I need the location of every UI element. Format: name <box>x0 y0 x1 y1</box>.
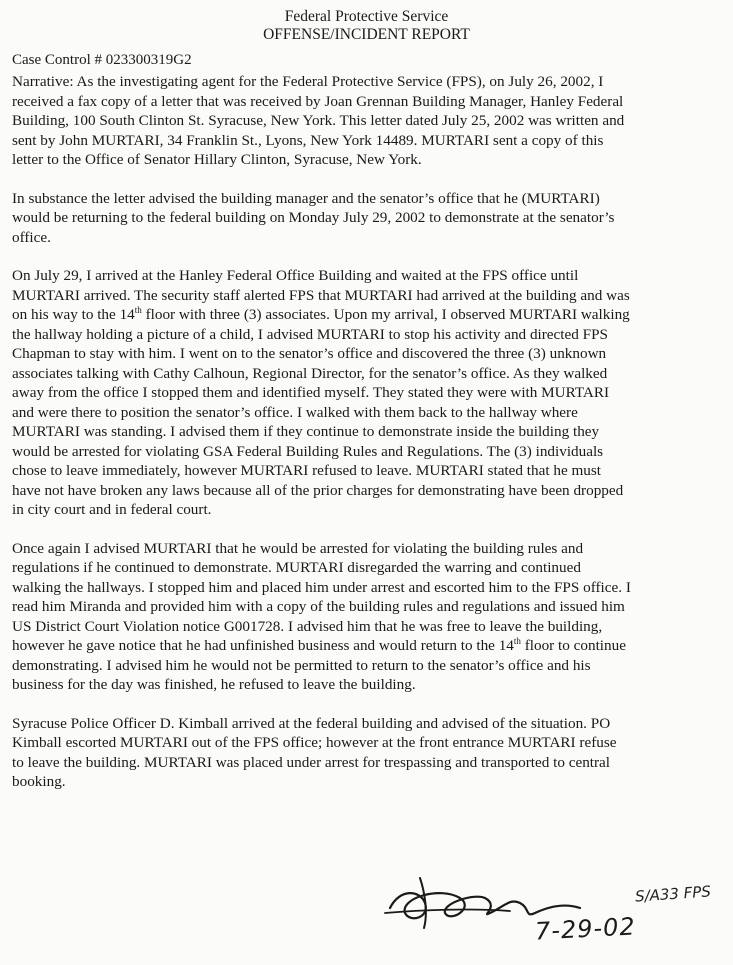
paragraph-5: Syracuse Police Officer D. Kimball arrived at the federal building and advised of the situation. PO Kimball escorted MURTARI out of the FPS office; however at the front entrance MURTARI refuse to leave the building. MURTARI was placed under arrest for trespassing and transported to central booking. <box>12 714 617 790</box>
signature-date: 7-29-02 <box>534 912 637 946</box>
case-control-number: Case Control # 023300319G2 <box>12 52 192 68</box>
paragraph-3: On July 29, I arrived at the Hanley Federal Office Building and waited at the FPS office until MURTARI arrived. The security staff alerted FPS that MURTARI had arrived at the building and was on his way to the 14th floor with three (3) associates. Upon my arrival, I observed MURTARI walking the hallway holding a picture of a child, I advised MURTARI to stop his activity and directed FPS Chapman to stay with him. I went on to the senator’s office and discovered the three (3) unknown associates talking with Cathy Calhoun, Regional Director, for the senator’s office. As they walked away from the office I stopped them and identified myself. They stated they were with MURTARI and were there to position the senator’s office. I walked with them back to the hallway where MURTARI was standing. I advised them if they continue to demonstrate inside the building they would be arrested for violating GSA Federal Building Rules and Regulations. The (3) individuals chose to leave immediately, however MURTARI refused to leave. MURTARI stated that he must have not have broken any laws because all of the prior charges for demonstrating have been dropped in city court and in federal court. <box>12 267 630 518</box>
paragraph-2: In substance the letter advised the building manager and the senator’s office that he (MURTARI) would be returning to the federal building on Monday July 29, 2002 to demonstrate at the senator’s office. <box>12 189 615 246</box>
agency-title: Federal Protective Service <box>284 8 449 25</box>
signature-initials: S/A33 FPS <box>634 882 712 906</box>
paragraph-1: Narrative: As the investigating agent for the Federal Protective Service (FPS), on July 26, 2002, I received a fax copy of a letter that was received by Joan Grennan Building Manager, Hanley Federal Building, 100 South Clinton St. Syracuse, New York. This letter dated July 25, 2002 was written and sent by John MURTARI, 34 Franklin St., Lyons, New York 14489. MURTARI sent a copy of this letter to the Office of Senator Hillary Clinton, Syracuse, New York. <box>12 73 625 168</box>
narrative-body <box>12 72 632 792</box>
report-header <box>0 8 733 44</box>
report-type: OFFENSE/INCIDENT REPORT <box>263 26 470 43</box>
paragraph-4: Once again I advised MURTARI that he would be arrested for violating the building rules and regulations if he continued to demonstrate. MURTARI disregarded the warring and continued walking the hallways. I stopped him and placed him under arrest and escorted him to the FPS office. I read him Miranda and provided him with a copy of the building rules and regulations and issued him US District Court Violation notice G001728. I advised him that he was free to leave the building, however he gave notice that he had unfinished business and would return to the 14th floor to continue demonstrating. I advised him he would not be permitted to return to the senator’s office and his business for the day was finished, he refused to leave the building. <box>12 539 631 693</box>
